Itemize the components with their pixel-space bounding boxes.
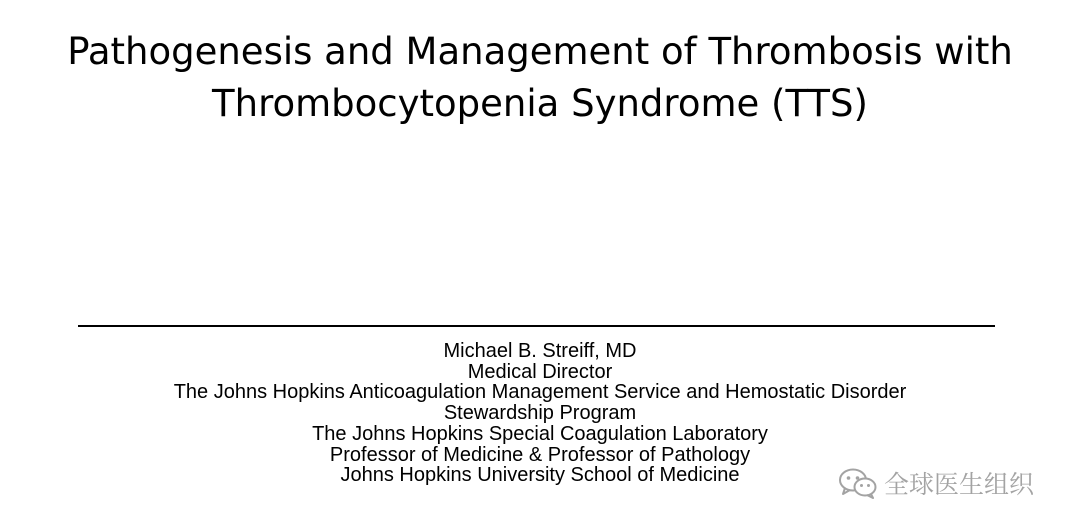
watermark-text: 全球医生组织 bbox=[884, 470, 1035, 499]
wechat-icon bbox=[838, 467, 878, 499]
slide-title-line-2: Thrombocytopenia Syndrome (TTS) bbox=[212, 82, 868, 125]
affiliation-line: The Johns Hopkins Special Coagulation Laboratory bbox=[312, 422, 768, 445]
affiliation-line: Johns Hopkins University School of Medicine bbox=[340, 464, 740, 487]
watermark bbox=[838, 466, 1034, 500]
affiliation-line: The Johns Hopkins Anticoagulation Management Service and Hemostatic Disorder bbox=[173, 381, 907, 404]
affiliation-line: Medical Director bbox=[467, 360, 613, 383]
divider-line bbox=[78, 325, 995, 327]
author-name: Michael B. Streiff, MD bbox=[443, 340, 637, 362]
affiliation-line: Stewardship Program bbox=[443, 402, 637, 425]
slide-title bbox=[0, 26, 1080, 130]
affiliation-line: Professor of Medicine & Professor of Pathology bbox=[329, 443, 751, 466]
slide-title-line-1: Pathogenesis and Management of Thrombosis with bbox=[67, 30, 1013, 73]
